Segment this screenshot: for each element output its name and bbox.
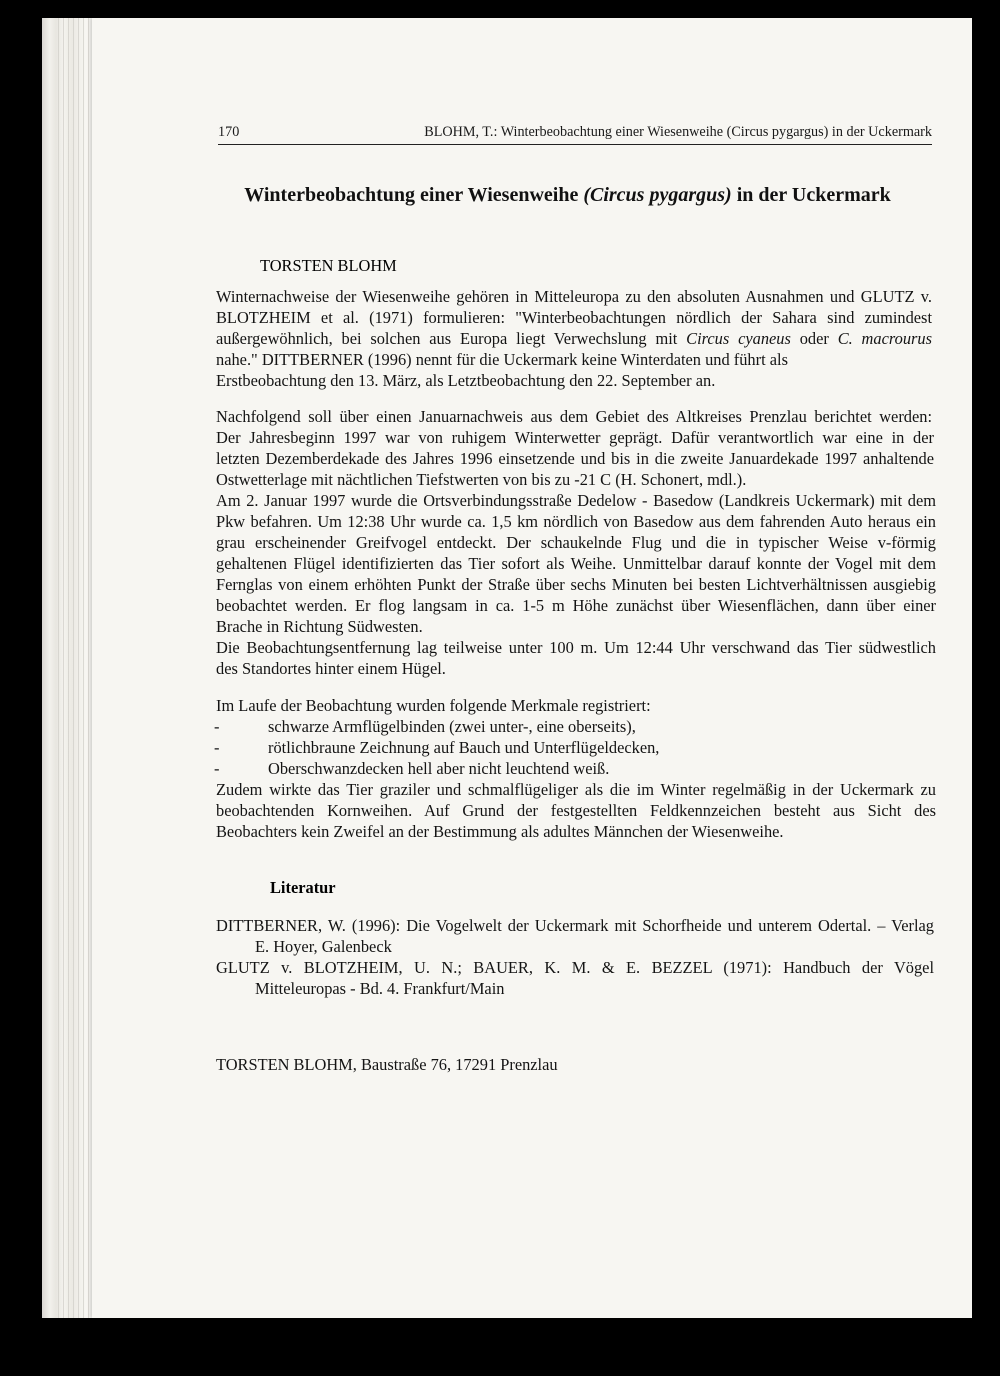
title-part-1: Winterbeobachtung einer Wiesenweihe (244, 184, 584, 206)
feature-item-2: rötlichbraune Zeichnung auf Bauch und Unterflügeldecken, (268, 738, 660, 757)
species-macrourus: C. macrourus (837, 329, 932, 348)
running-title: BLOHM, T.: Winterbeobachtung einer Wiesenweihe (Circus pygargus) in der Uckermark (424, 124, 932, 140)
reference-2-line-1: GLUTZ v. BLOTZHEIM, U. N.; BAUER, K. M. & E. BEZZEL (1971): Handbuch der Vögel (216, 958, 934, 977)
author-address: TORSTEN BLOHM, Baustraße 76, 17291 Prenzlau (216, 1055, 558, 1074)
reference-1-line-2: E. Hoyer, Galenbeck (255, 937, 392, 956)
title-part-2: in der Uckermark (731, 184, 891, 206)
p2-line-3: letzten Dezemberdekade des Jahres 1996 einsetzende und bis in die zweite Januardekade 1997 anhaltende (216, 449, 934, 468)
p2-line-2: Der Jahresbeginn 1997 war von ruhigem Winterwetter geprägt. Dafür verantwortlich war eine in der (216, 428, 934, 447)
p3-line-3: Beobachters kein Zweifel an der Bestimmung als adultes Männchen der Wiesenweihe. (216, 822, 784, 841)
article-title (200, 184, 935, 207)
list-marker: - (214, 717, 220, 736)
p2-line-8: gehaltenen Flügel identifizierten das Tier sofort als Weihe. Unmittelbar darauf konnte der Vogel mit dem (216, 554, 936, 573)
p2-line-5: Am 2. Januar 1997 wurde die Ortsverbindungsstraße Dedelow - Basedow (Landkreis Uckermark) mit dem (216, 491, 936, 510)
scan-border (972, 0, 1000, 1376)
feature-item-3: Oberschwanzdecken hell aber nicht leuchtend weiß. (268, 759, 610, 778)
p2-line-13: des Standortes hinter einem Hügel. (216, 659, 446, 678)
p1-line-3 (216, 329, 932, 349)
literature-heading: Literatur (270, 878, 336, 897)
page-number: 170 (218, 124, 240, 140)
p2-line-10: beobachtet werden. Er flog langsam in ca. 1-5 m Höhe zunächst über Wiesenflächen, dann über einer (216, 596, 936, 615)
list-marker: - (214, 738, 220, 757)
running-header (218, 124, 932, 145)
p2-line-4: Ostwetterlage mit nächtlichen Tiefstwerten von bis zu -21 C (H. Schonert, mdl.). (216, 470, 747, 489)
p1-line-1: Winternachweise der Wiesenweihe gehören in Mitteleuropa zu den absoluten Ausnahmen und GLUTZ v. (216, 287, 932, 306)
p1-line-2: BLOTZHEIM et al. (1971) formulieren: "Winterbeobachtungen nördlich der Sahara sind zumindest (216, 308, 932, 327)
p2-line-6: Pkw befahren. Um 12:38 Uhr wurde ca. 1,5 km nördlich von Basedow aus dem fahrenden Auto heraus ein (216, 512, 936, 531)
list-marker: - (214, 759, 220, 778)
p3-intro: Im Laufe der Beobachtung wurden folgende Merkmale registriert: (216, 696, 651, 715)
feature-item-1: schwarze Armflügelbinden (zwei unter-, eine oberseits), (268, 717, 636, 736)
p2-line-1: Nachfolgend soll über einen Januarnachweis aus dem Gebiet des Altkreises Prenzlau berichtet werden: (216, 407, 932, 426)
p2-line-12: Die Beobachtungsentfernung lag teilweise unter 100 m. Um 12:44 Uhr verschwand das Tier südwestlich (216, 638, 936, 657)
p2-line-7: grau erscheinender Greifvogel entdeckt. Der schaukelnde Flug und die in typischer Weise v-förmig (216, 533, 936, 552)
p3-line-1: Zudem wirkte das Tier graziler und schmalflügeliger als die im Winter regelmäßig in der Uckermark zu (216, 780, 936, 799)
p2-line-9: Fernglas von einem erhöhten Punkt der Straße über sechs Minuten bei besten Lichtverhältnissen ausgiebig (216, 575, 936, 594)
p1-line-3-text: außergewöhnlich, bei solchen aus Europa liegt Verwechslung mit (216, 329, 687, 348)
title-species: (Circus pygargus) (583, 184, 732, 206)
p1-line-4: nahe." DITTBERNER (1996) nennt für die Uckermark keine Winterdaten und führt als (216, 350, 788, 369)
p2-line-11: Brache in Richtung Südwesten. (216, 617, 423, 636)
p1-line-5: Erstbeobachtung den 13. März, als Letztbeobachtung den 22. September an. (216, 371, 716, 390)
p1-line-3-mid: oder (790, 329, 838, 348)
species-cyaneus: Circus cyaneus (686, 329, 791, 348)
p3-line-2: beobachtenden Kornweihen. Auf Grund der festgestellten Feldkennzeichen besteht aus Sicht des (216, 801, 936, 820)
reference-1-line-1: DITTBERNER, W. (1996): Die Vogelwelt der Uckermark mit Schorfheide und unterem Odertal. – Verlag (216, 916, 934, 935)
reference-2-line-2: Mitteleuropas - Bd. 4. Frankfurt/Main (255, 979, 505, 998)
author-name: TORSTEN BLOHM (260, 256, 397, 275)
